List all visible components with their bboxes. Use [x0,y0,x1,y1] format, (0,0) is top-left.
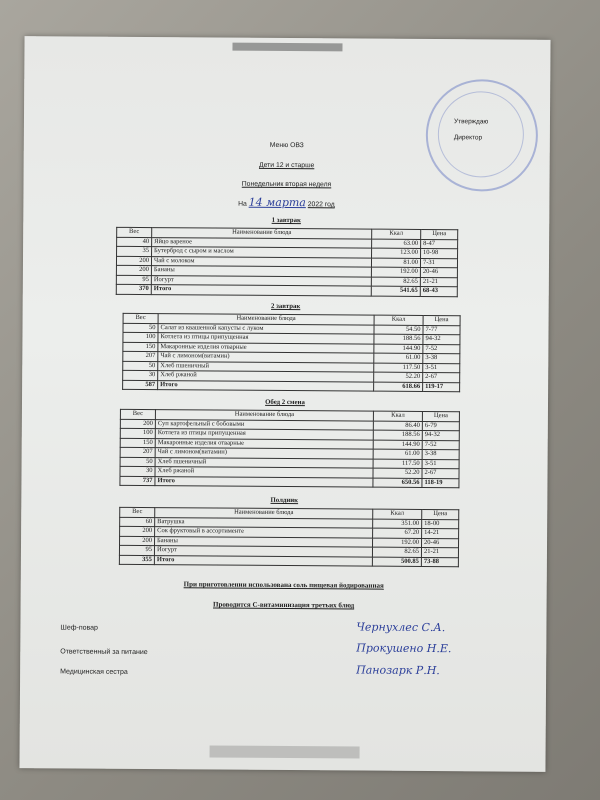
weight-cell: 200 [120,536,155,546]
dish-cell: Хлеб пшеничный [158,361,374,372]
dish-cell: Салат из квашенной капусты с луком [158,323,374,334]
column-header: Цена [421,229,458,239]
dish-cell: Котлета из птицы припущенная [158,333,374,344]
dish-cell: Итого [158,380,374,391]
price-cell: 7-52 [423,344,460,354]
price-cell: 10-98 [421,248,458,258]
date-suffix: 2022 год [307,201,335,209]
kcal-cell: 61.00 [373,449,422,459]
price-cell: 7-52 [422,440,459,450]
weight-cell: 355 [119,555,154,565]
weight-cell: 40 [117,237,152,247]
column-header: Ккал [374,315,423,325]
weight-cell: 100 [123,332,158,342]
kcal-cell: 86.40 [373,421,422,431]
signature-handwritten: Панозарк Р.Н. [356,663,440,678]
price-cell: 18-00 [422,519,459,529]
dish-cell: Йогурт [154,546,372,557]
price-cell: 3-38 [422,449,459,459]
weight-cell: 150 [123,342,158,352]
weight-cell: 50 [120,457,155,467]
weight-cell: 207 [120,447,155,457]
section-title: 2 завтрак [271,302,301,311]
approve-label: Утверждаю [453,118,489,126]
date-line [23,194,549,211]
price-cell: 21-21 [420,277,457,287]
price-cell: 2-67 [422,468,459,478]
column-header: Наименование блюда [155,508,373,519]
price-cell: 3-38 [423,353,460,363]
weight-cell: 95 [116,275,151,285]
menu-table [122,313,461,392]
kcal-cell: 52.20 [373,468,422,478]
dish-cell: Котлета из птицы припущенная [155,429,373,440]
price-cell: 8-47 [421,239,458,249]
dish-cell: Чай с молоком [151,256,371,267]
weight-cell: 60 [120,517,155,527]
weight-cell: 30 [120,466,155,476]
price-cell: 68-43 [420,286,457,296]
price-cell: 73-88 [421,557,458,567]
dish-cell: Бананы [151,266,371,277]
dish-cell: Ватрушка [155,517,373,528]
weight-cell: 200 [116,256,151,266]
price-cell: 7-31 [420,258,457,268]
weight-cell: 95 [119,545,154,555]
column-header: Ккал [373,411,422,421]
document-page [19,36,550,772]
weight-cell: 207 [123,351,158,361]
signature-role: Шеф-повар [60,624,98,632]
kcal-cell: 117.50 [373,459,422,469]
column-header: Вес [120,409,155,419]
dish-cell: Суп картофельный с бобовыми [155,419,373,430]
price-cell: 3-51 [423,363,460,373]
weight-cell: 150 [120,438,155,448]
weight-cell: 50 [123,361,158,371]
signature-role: Ответственный за питание [60,648,148,657]
salt-note: При приготовлении использована соль пищевая йодированная [183,580,384,590]
price-cell: 119-17 [423,382,460,392]
weight-cell: 200 [120,419,155,429]
column-header: Цена [422,509,459,519]
price-cell: 94-32 [423,334,460,344]
price-cell: 3-51 [422,459,459,469]
dish-cell: Хлеб пшеничный [155,457,373,468]
weight-cell: 35 [117,246,152,256]
kcal-cell: 117.50 [374,363,423,373]
dish-cell: Чай с лимоном(витамин) [158,352,374,363]
date-prefix: На [238,200,247,208]
kcal-cell: 192.00 [373,538,422,548]
kcal-cell: 618.66 [374,382,423,392]
dish-cell: Сок фруктовый в ассортименте [155,527,373,538]
price-cell: 94-32 [422,430,459,440]
weight-cell: 587 [123,380,158,390]
weight-cell: 200 [116,265,151,275]
column-header: Цена [422,411,459,421]
price-cell: 7-77 [423,325,460,335]
weight-cell: 50 [123,323,158,333]
kcal-cell: 192.00 [371,267,420,277]
kcal-cell: 82.65 [372,547,421,557]
kcal-cell: 63.00 [372,239,421,249]
menu-table [116,227,458,297]
section-title: Обед 2 смена [265,398,305,407]
column-header: Вес [117,227,152,237]
section-title: Полдник [270,496,299,505]
day-label: Понедельник вторая неделя [241,180,332,189]
kcal-cell: 650.56 [373,478,422,488]
price-cell: 2-67 [423,372,460,382]
menu-table [119,507,459,567]
menu-title: Меню ОВЗ [269,141,304,150]
dish-cell: Бутерброд с сыром и маслом [152,247,372,258]
column-header: Ккал [372,229,421,239]
weight-cell: 100 [120,428,155,438]
dish-cell: Итого [155,476,373,487]
dish-cell: Бананы [155,536,373,547]
column-header: Ккал [373,509,422,519]
total-row [116,284,457,296]
price-cell: 14-21 [422,528,459,538]
kcal-cell: 351.00 [373,519,422,529]
dish-cell: Хлеб ржаной [155,467,373,478]
column-header: Наименование блюда [155,410,373,421]
scan-artifact [232,43,342,52]
price-cell: 6-79 [422,421,459,431]
column-header: Вес [120,507,155,517]
total-row [123,380,460,392]
dish-cell: Макаронные изделия отварные [158,342,374,353]
signature-role: Медицинская сестра [60,668,128,676]
kcal-cell: 541.65 [371,286,420,296]
weight-cell: 200 [120,526,155,536]
menu-table [119,409,460,488]
column-header: Вес [123,313,158,323]
dish-cell: Хлеб ржаной [158,371,374,382]
kcal-cell: 54.50 [374,325,423,335]
kcal-cell: 144.90 [373,440,422,450]
age-group: Дети 12 и старше [258,161,315,170]
dish-cell: Макаронные изделия отварные [155,438,373,449]
dish-cell: Итого [154,555,372,566]
kcal-cell: 81.00 [371,258,420,268]
price-cell: 21-21 [421,547,458,557]
kcal-cell: 188.56 [373,430,422,440]
total-row [119,555,458,567]
kcal-cell: 61.00 [374,353,423,363]
column-header: Наименование блюда [152,228,372,239]
kcal-cell: 188.56 [374,334,423,344]
section-title: 1 завтрак [271,216,301,225]
signature-handwritten: Прокушено Н.Е. [356,641,452,656]
signature-handwritten: Чернухлес С.А. [356,620,446,635]
weight-cell: 737 [120,476,155,486]
kcal-cell: 144.90 [374,344,423,354]
column-header: Цена [423,315,460,325]
kcal-cell: 123.00 [372,248,421,258]
price-cell: 20-46 [420,267,457,277]
vitamin-note: Проводится С-витаминизация третьих блюд [212,600,355,610]
column-header: Наименование блюда [158,314,374,325]
date-handwritten: 14 марта [248,195,306,210]
price-cell: 118-19 [422,478,459,488]
kcal-cell: 500.85 [372,557,421,567]
director-label: Директор [453,134,483,142]
weight-cell: 30 [123,370,158,380]
kcal-cell: 82.65 [371,277,420,287]
total-row [120,476,459,488]
kcal-cell: 52.20 [374,372,423,382]
price-cell: 20-46 [422,538,459,548]
scan-artifact [210,745,360,758]
dish-cell: Йогурт [151,275,371,286]
kcal-cell: 67.20 [373,528,422,538]
dish-cell: Итого [151,285,371,296]
dish-cell: Яйцо вареное [152,237,372,248]
dish-cell: Чай с лимоном(витамин) [155,448,373,459]
weight-cell: 370 [116,284,151,294]
